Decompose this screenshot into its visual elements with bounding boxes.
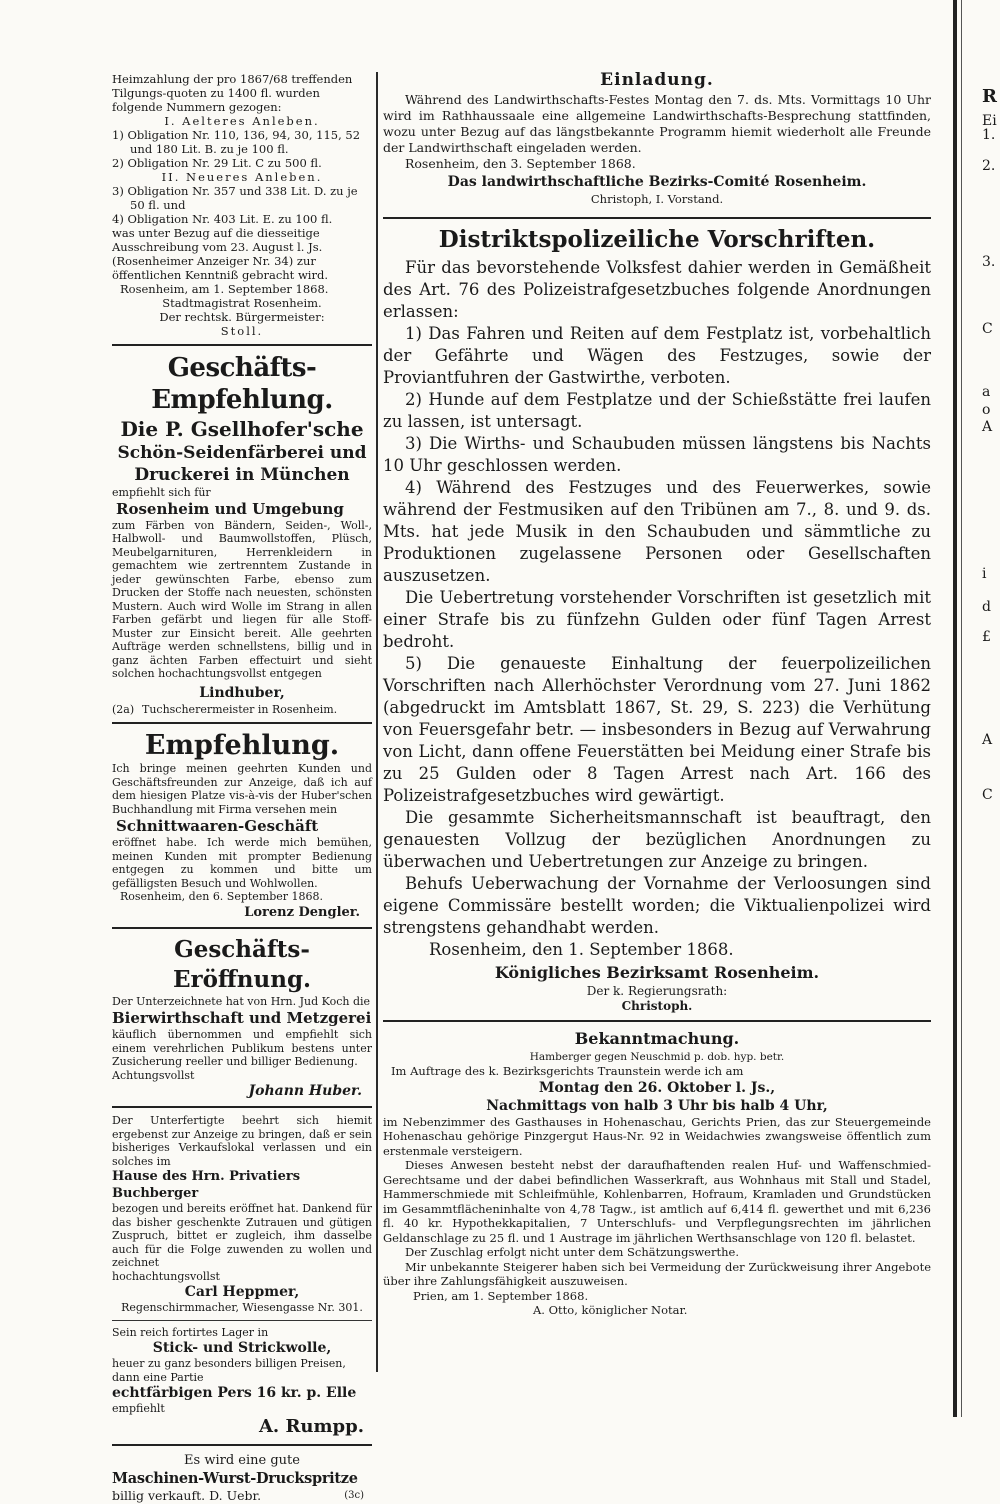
ad-code: (2a) (112, 702, 135, 716)
neighbor-glyph: o (982, 402, 991, 418)
notice-time: Nachmittags von halb 3 Uhr bis halb 4 Uhr, (486, 1097, 828, 1114)
invitation-committee: Das landwirthschaftliche Bezirks-Comité Rosenheim. (447, 174, 867, 190)
binding-edge-line (961, 0, 962, 1417)
ad-agent: Lindhuber, (199, 684, 285, 701)
neighbor-glyph: 3. (982, 254, 996, 270)
repayment-notice (112, 72, 372, 338)
neighbor-glyph: A (982, 732, 993, 748)
regulation-item: 1) Das Fahren und Reiten auf dem Festplatz ist, vorbehaltlich der Gefährte und Wägen des Festzuges, sowie der Proviantfuhren der Gastwirthe, verboten. (383, 324, 931, 387)
ad-sale: billig verkauft. D. Uebr. (112, 1487, 262, 1503)
ad-text: Sein reich fortirtes Lager in (112, 1325, 269, 1339)
ad-code: (3c) (344, 1489, 364, 1501)
neighbor-glyph: 2. (982, 158, 996, 174)
notice-body: Dieses Anwesen besteht nebst der daraufhaftenden realen Huf- und Waffenschmied-Gerechtsame und der dabei befindlichen Wasserkraft, aus Wohnhaus mit Stall und Stadel, Hammerschmiede mit Schleifmühle, Kohlenbarren, Hofraum, Kramladen und Grundstücken im Gesammtflächeninhalte von 4,78 Tagw., ist amtlich auf 6,414 fl. gewerthet und mit 6,236 fl. 40 kr. Hypothekkapitalien, 7 Unterschlufs- und Verpflegungsrechten im jährlichen Geldanschlage zu 25 fl. und 1 Austrage im jährlichen Werthsanschlage von 120 fl. belastet. (383, 1158, 931, 1245)
invitation-date: Rosenheim, den 3. September 1868. (405, 156, 636, 171)
repayment-section-1: I. Aelteres Anleben. (164, 114, 320, 128)
regulation-lottery: Behufs Ueberwachung der Vornahme der Verloosungen sind eigene Commissäre bestellt worden; die Viktualienpolizei wird strengstens gehandhabt werden. (383, 874, 931, 937)
ad-body: heuer zu ganz besonders billigen Preisen, dann eine Partie (112, 1357, 346, 1384)
ad-signature: Lorenz Dengler. (244, 904, 360, 920)
column-divider (376, 72, 378, 1372)
notice-body: Der Zuschlag erfolgt nicht unter dem Schätzungswerthe. (405, 1245, 739, 1259)
ad-text: empfiehlt sich für (112, 486, 211, 499)
ad-signature: Johann Huber. (248, 1083, 362, 1099)
notice-body: Mir unbekannte Steigerer haben sich bei Vermeidung der Zurückweisung ihrer Angebote über ihre Zahlungsfähigkeit auszuweisen. (383, 1259, 931, 1288)
ad-signature: A. Rumpp. (258, 1415, 364, 1437)
police-regulations (383, 225, 931, 1014)
regulation-penalty: Die Uebertretung vorstehender Vorschriften ist gesetzlich mit einer Strafe bis zu fünfzehn Gulden oder fünf Tagen Arrest bedroht. (383, 588, 931, 651)
regulation-item: 3) Die Wirths- und Schaubuden müssen längstens bis Nachts 10 Uhr geschlossen werden. (383, 434, 931, 475)
ad-body: Der Unterzeichnete hat von Hrn. Jud Koch die (112, 994, 371, 1008)
regulations-intro: Für das bevorstehende Volksfest dahier werden in Gemäßheit des Art. 76 des Polizeistrafgesetzbuches folgende Anordnungen erlassen: (383, 258, 931, 321)
ad-body: eröffnet habe. Ich werde mich bemühen, meinen Kunden mit prompter Bedienung entgegen zu kommen und bitte um gefälligsten Besuch und Wohlwollen. (112, 836, 372, 890)
ad-body: Der Unterfertigte beehrt sich hiemit ergebenst zur Anzeige zu bringen, daß er sein bisheriges Verkaufslokal verlassen und ein solches im (112, 1114, 372, 1168)
ad-agent-role: Tuchscherermeister in Rosenheim. (142, 702, 338, 716)
court-notice (383, 1028, 931, 1318)
invitation-signature: Christoph, I. Vorstand. (590, 192, 724, 206)
repayment-date: Rosenheim, am 1. September 1868. (120, 282, 329, 296)
ad-sale-line (112, 1488, 372, 1504)
ad-agent-line (112, 703, 372, 717)
ad-signature: Carl Heppmer, (184, 1284, 300, 1300)
neighbor-glyph: 1. (982, 127, 996, 143)
ad-goods: Stick- und Strickwolle, (152, 1340, 332, 1356)
divider (112, 722, 372, 724)
ad-druckspritze (112, 1452, 372, 1504)
ad-gsellhofer (112, 352, 372, 716)
ad-region: Rosenheim und Umgebung (116, 499, 344, 518)
ad-text: empfiehlt (112, 1402, 165, 1415)
divider (112, 927, 372, 929)
repayment-item-3: 3) Obligation Nr. 357 und 338 Lit. D. zu je 50 fl. und (112, 184, 358, 212)
notice-case: Hamberger gegen Neuschmid p. dob. hyp. betr. (529, 1051, 785, 1063)
neighbor-glyph: C (982, 787, 993, 803)
regulations-role: Der k. Regierungsrath: (586, 984, 728, 998)
notice-intro: Im Auftrage des k. Bezirksgerichts Traunstein werde ich am (391, 1064, 744, 1078)
repayment-item-2: 2) Obligation Nr. 29 Lit. C zu 500 fl. (112, 156, 322, 170)
ad-huber (112, 935, 372, 1101)
ad-heading: Empfehlung. (144, 730, 340, 761)
notice-heading: Bekanntmachung. (574, 1029, 740, 1048)
repayment-item-4: 4) Obligation Nr. 403 Lit. E. zu 100 fl. (112, 212, 333, 226)
regulations-office: Königliches Bezirksamt Rosenheim. (494, 963, 820, 982)
neighbor-glyph: Ei (982, 113, 997, 129)
ad-text: Es wird eine gute (184, 1452, 300, 1468)
divider (112, 1106, 372, 1108)
firm-name-line: Druckerei in München (134, 465, 350, 485)
regulations-signature: Christoph. (621, 999, 693, 1013)
regulation-item: 2) Hunde auf dem Festplatze und der Schießstätte frei laufen zu lassen, ist untersagt. (383, 390, 931, 431)
notice-signoff-date: Prien, am 1. September 1868. (413, 1288, 589, 1303)
ad-regards: Achtungsvollst (112, 1068, 195, 1082)
ad-rumpp (112, 1326, 372, 1438)
regulations-heading: Distriktspolizeiliche Vorschriften. (438, 226, 876, 253)
repayment-role: Der rechtsk. Bürgermeister: (159, 310, 325, 324)
notice-date: Montag den 26. Oktober l. Js., (538, 1079, 776, 1096)
ad-heading: Geschäfts-Empfehlung. (151, 353, 333, 415)
neighbor-glyph: a (982, 384, 991, 400)
ad-item: Maschinen-Wurst-Druckspritze (112, 1469, 358, 1487)
divider (383, 1020, 931, 1022)
neighbor-glyph: A (982, 419, 993, 435)
invitation-notice (383, 68, 931, 207)
invitation-heading: Einladung. (600, 70, 714, 90)
ad-heading: Geschäfts-Eröffnung. (172, 935, 312, 993)
binding-edge (953, 0, 957, 1417)
ad-body: zum Färben von Bändern, Seiden-, Woll-, Halbwoll- und Baumwollstoffen, Plüsch, Meubelgarnituren, Herrenkleidern in gemachtem wie zertrenntem Zustande in jeder gewünschten Farbe, ebenso zum Drucken der Stoffe nach neuesten, schönsten Mustern. Auch wird Wolle im Strang in allen Farben gefärbt und liegen für alle Stoff-Muster zur Einsicht bereit. Alle geehrten Aufträge werden schnellstens, billig und in ganz ächten Farben effectuirt und sieht solchen hochachtungsvollst entgegen (112, 518, 372, 680)
repayment-authority: Stadtmagistrat Rosenheim. (162, 296, 322, 310)
repayment-section-2: II. Neueres Anleben. (161, 170, 323, 184)
divider (112, 1320, 372, 1321)
ad-business: Schnittwaaren-Geschäft (116, 817, 319, 835)
regulations-date: Rosenheim, den 1. September 1868. (429, 940, 734, 959)
ad-dengler (112, 730, 372, 921)
regulation-security: Die gesammte Sicherheitsmannschaft ist beauftragt, den genauesten Vollzug der bezüglichen Anordnungen zu überwachen und Uebertretungen zur Anzeige zu bringen. (383, 808, 931, 871)
divider (383, 217, 931, 219)
regulation-item: 5) Die genaueste Einhaltung der feuerpolizeilichen Vorschriften nach Allerhöchster Verordnung vom 27. Juni 1862 (abgedruckt im Amtsblatt 1867, St. 29, S. 223) die Verhütung von Feuersgefahr betr. — insbesonders in Bezug auf Verwahrung von Licht, dann offene Feuerstätten bei Meidung einer Strafe bis zu 25 Gulden oder 8 Tagen Arrest nach Art. 166 des Polizeistrafgesetzbuches wird gewärtigt. (383, 654, 931, 805)
neighbor-glyph: R (982, 86, 997, 107)
neighbor-glyph: i (982, 566, 987, 582)
ad-regards: hochachtungsvollst (112, 1269, 220, 1283)
left-column (112, 72, 372, 1504)
ad-date: Rosenheim, den 6. September 1868. (120, 890, 324, 903)
ad-body: bezogen und bereits eröffnet hat. Dankend für das bisher geschenkte Zutrauen und gütigen Zuspruch, bittet er zugleich, ihm dasselbe auch für die Folge zuwenden zu wollen und zeichnet (112, 1202, 372, 1269)
repayment-signature: Stoll. (220, 324, 264, 338)
repayment-intro: Heimzahlung der pro 1867/68 treffenden Tilgungs-quoten zu 1400 fl. wurden folgende Nummern gezogen: (112, 72, 353, 114)
divider (112, 1444, 372, 1446)
repayment-closing: was unter Bezug auf die diesseitige Ausschreibung vom 23. August l. Js. (Rosenheimer Anzeiger Nr. 34) zur öffentlichen Kenntniß gebracht wird. (112, 226, 328, 282)
neighbor-glyph: d (982, 599, 991, 615)
ad-role: Regenschirmmacher, Wiesengasse Nr. 301. (121, 1301, 363, 1314)
ad-body: käuflich übernommen und empfiehlt sich einem verehrlichen Publikum bestens unter Zusicherung reeller und billiger Bedienung. (112, 1028, 372, 1068)
firm-name-line: Schön-Seidenfärberei und (117, 443, 367, 463)
right-column (383, 68, 931, 1318)
ad-heppmer (112, 1114, 372, 1315)
repayment-item-1: 1) Obligation Nr. 110, 136, 94, 30, 115, 52 und 180 Lit. B. zu je 100 fl. (112, 128, 361, 156)
divider (112, 344, 372, 346)
notice-body: im Nebenzimmer des Gasthauses in Hohenaschau, Gerichts Prien, das zur Steuergemeinde Hohenaschau gehörige Pinzgergut Haus-Nr. 92 in Weidachwies zwangsweise öffentlich zum erstenmale versteigern. (383, 1114, 931, 1158)
neighbor-glyph: C (982, 321, 993, 337)
firm-name-line: Die P. Gsellhofer'sche (120, 417, 364, 441)
neighbor-glyph: £ (982, 629, 991, 645)
invitation-body: Während des Landwirthschafts-Festes Montag den 7. ds. Mts. Vormittags 10 Uhr wird im Rathhaussaale eine allgemeine Landwirthschafts-Besprechung stattfinden, wozu unter Bezug auf das längstbekannte Programm hiemit wiederholt alle Freunde der Landwirthschaft eingeladen werden. (383, 92, 931, 155)
regulation-item: 4) Während des Festzuges und des Feuerwerkes, sowie während der Festmusiken auf den Tribünen am 7., 8. und 9. ds. Mts. hat jede Musik in den Schaubuden und sämmtliche zu Produktionen zugelassene Personen oder Gesellschaften auszusetzen. (383, 478, 931, 585)
ad-body: Ich bringe meinen geehrten Kunden und Geschäftsfreunden zur Anzeige, daß ich auf dem hiesigen Platze vis-à-vis der Huber'schen Buchhandlung mit Firma versehen mein (112, 762, 372, 816)
ad-business: Bierwirthschaft und Metzgerei (112, 1009, 372, 1027)
notice-signature: A. Otto, königlicher Notar. (533, 1303, 688, 1317)
ad-location: Hause des Hrn. Privatiers Buchberger (112, 1169, 301, 1201)
ad-offer: echtfärbigen Pers 16 kr. p. Elle (112, 1385, 357, 1401)
